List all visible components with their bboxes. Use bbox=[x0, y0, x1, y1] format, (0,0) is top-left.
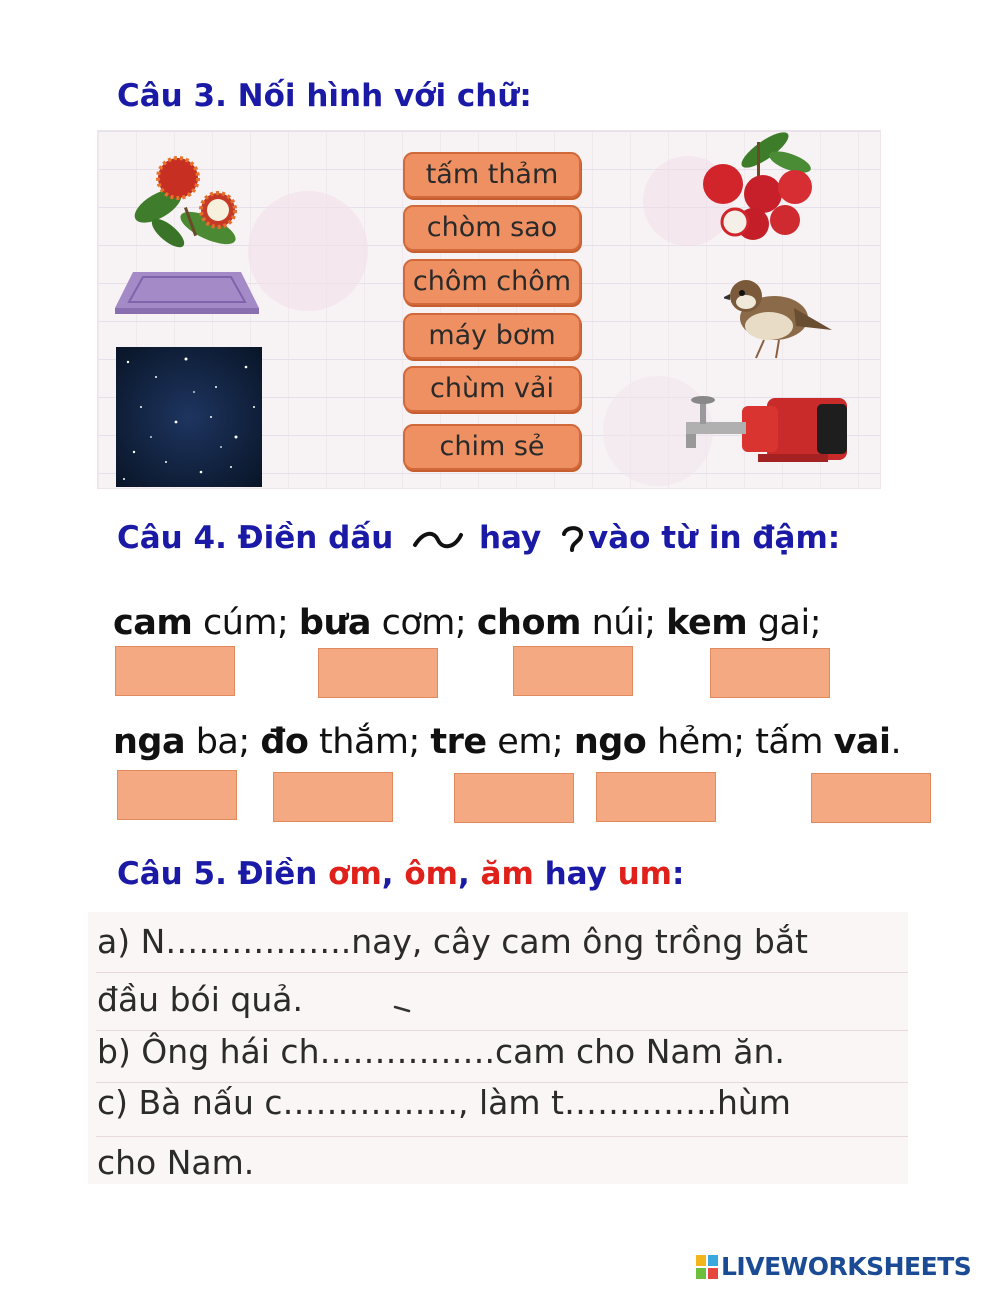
q5-sentence-c-cont: cho Nam. bbox=[97, 1143, 255, 1182]
q4-text: thắm; bbox=[308, 722, 431, 762]
ruled-line bbox=[96, 972, 908, 973]
q4-text: cúm; bbox=[192, 603, 299, 643]
q5-rhyme-um: um bbox=[617, 856, 672, 892]
answer-box-1[interactable] bbox=[115, 646, 235, 696]
q5-heading-part1: Câu 5. Điền bbox=[117, 856, 329, 892]
word-chum-vai[interactable]: chùm vải bbox=[403, 366, 581, 412]
answer-box-3[interactable] bbox=[513, 646, 633, 696]
q3-heading: Câu 3. Nối hình với chữ: bbox=[117, 78, 532, 114]
q4-word-chom: chom bbox=[476, 603, 581, 643]
sparrow-image[interactable] bbox=[724, 268, 834, 363]
q4-text: gai; bbox=[747, 603, 821, 643]
q4-word-kem: kem bbox=[666, 603, 748, 643]
word-chom-chom[interactable]: chôm chôm bbox=[403, 259, 581, 305]
q4-line-2 bbox=[113, 722, 901, 762]
tilde-mark-icon bbox=[412, 529, 464, 551]
answer-box-9[interactable] bbox=[811, 773, 931, 823]
q4-word-vai: vai bbox=[833, 722, 891, 762]
q5-sentence-a: a) N……………..nay, cây cam ông trồng bắt bbox=[97, 922, 808, 961]
liveworksheets-logo-icon bbox=[696, 1255, 718, 1279]
carpet-image[interactable] bbox=[113, 268, 261, 316]
answer-box-4[interactable] bbox=[710, 648, 830, 698]
q5-sentence-c: c) Bà nấu c……………., làm t…………..hùm bbox=[97, 1083, 791, 1122]
ruled-line bbox=[96, 1136, 908, 1137]
word-tam-tham[interactable]: tấm thảm bbox=[403, 152, 581, 198]
q5-rhyme-am: ăm bbox=[480, 856, 534, 892]
q5-heading-part3: : bbox=[671, 856, 685, 892]
q4-text: cơm; bbox=[371, 603, 477, 643]
q4-heading-part3: vào từ in đậm: bbox=[587, 520, 841, 556]
q4-word-cam: cam bbox=[113, 603, 193, 643]
liveworksheets-logo[interactable] bbox=[696, 1252, 971, 1286]
q4-word-nga: nga bbox=[113, 722, 186, 762]
q4-text: em; bbox=[486, 722, 574, 762]
q4-text: hẻm; tấm bbox=[646, 722, 834, 762]
q5-heading-part2: hay bbox=[533, 856, 618, 892]
q5-rhyme-om: ơm bbox=[328, 856, 382, 892]
q4-line-1 bbox=[113, 603, 821, 643]
q4-heading bbox=[117, 520, 840, 556]
q5-sentence-b: b) Ông hái ch…………….cam cho Nam ăn. bbox=[97, 1032, 785, 1071]
stray-mark-icon bbox=[393, 1004, 413, 1014]
hook-mark-icon bbox=[558, 524, 588, 556]
q4-word-tre: tre bbox=[430, 722, 487, 762]
ruled-line bbox=[96, 1030, 908, 1031]
word-may-bom[interactable]: máy bơm bbox=[403, 313, 581, 359]
q4-text: ba; bbox=[185, 722, 261, 762]
starry-sky-image[interactable] bbox=[116, 347, 262, 487]
q4-word-ngo: ngo bbox=[573, 722, 647, 762]
q5-sentence-a-cont: đầu bói quả. bbox=[97, 980, 303, 1019]
answer-box-5[interactable] bbox=[117, 770, 237, 820]
word-chim-se[interactable]: chim sẻ bbox=[403, 424, 581, 470]
q5-rhyme-om-hat: ôm bbox=[404, 856, 458, 892]
word-chom-sao[interactable]: chòm sao bbox=[403, 205, 581, 251]
answer-box-8[interactable] bbox=[596, 772, 716, 822]
q5-heading bbox=[117, 856, 684, 892]
q4-text: núi; bbox=[581, 603, 667, 643]
rambutan-image[interactable] bbox=[128, 148, 248, 248]
q5-comma: , bbox=[457, 856, 481, 892]
liveworksheets-logo-text: LIVEWORKSHEETS bbox=[721, 1252, 972, 1281]
q4-word-do: đo bbox=[260, 722, 309, 762]
q5-comma: , bbox=[381, 856, 405, 892]
q4-text: . bbox=[890, 722, 902, 762]
answer-box-2[interactable] bbox=[318, 648, 438, 698]
lychee-image[interactable] bbox=[695, 132, 820, 242]
answer-box-7[interactable] bbox=[454, 773, 574, 823]
q4-heading-part1: Câu 4. Điền dấu bbox=[117, 520, 394, 556]
answer-box-6[interactable] bbox=[273, 772, 393, 822]
water-pump-image[interactable] bbox=[682, 392, 852, 464]
q4-heading-part2: hay bbox=[478, 520, 542, 556]
q4-word-bua: bưa bbox=[298, 603, 372, 643]
